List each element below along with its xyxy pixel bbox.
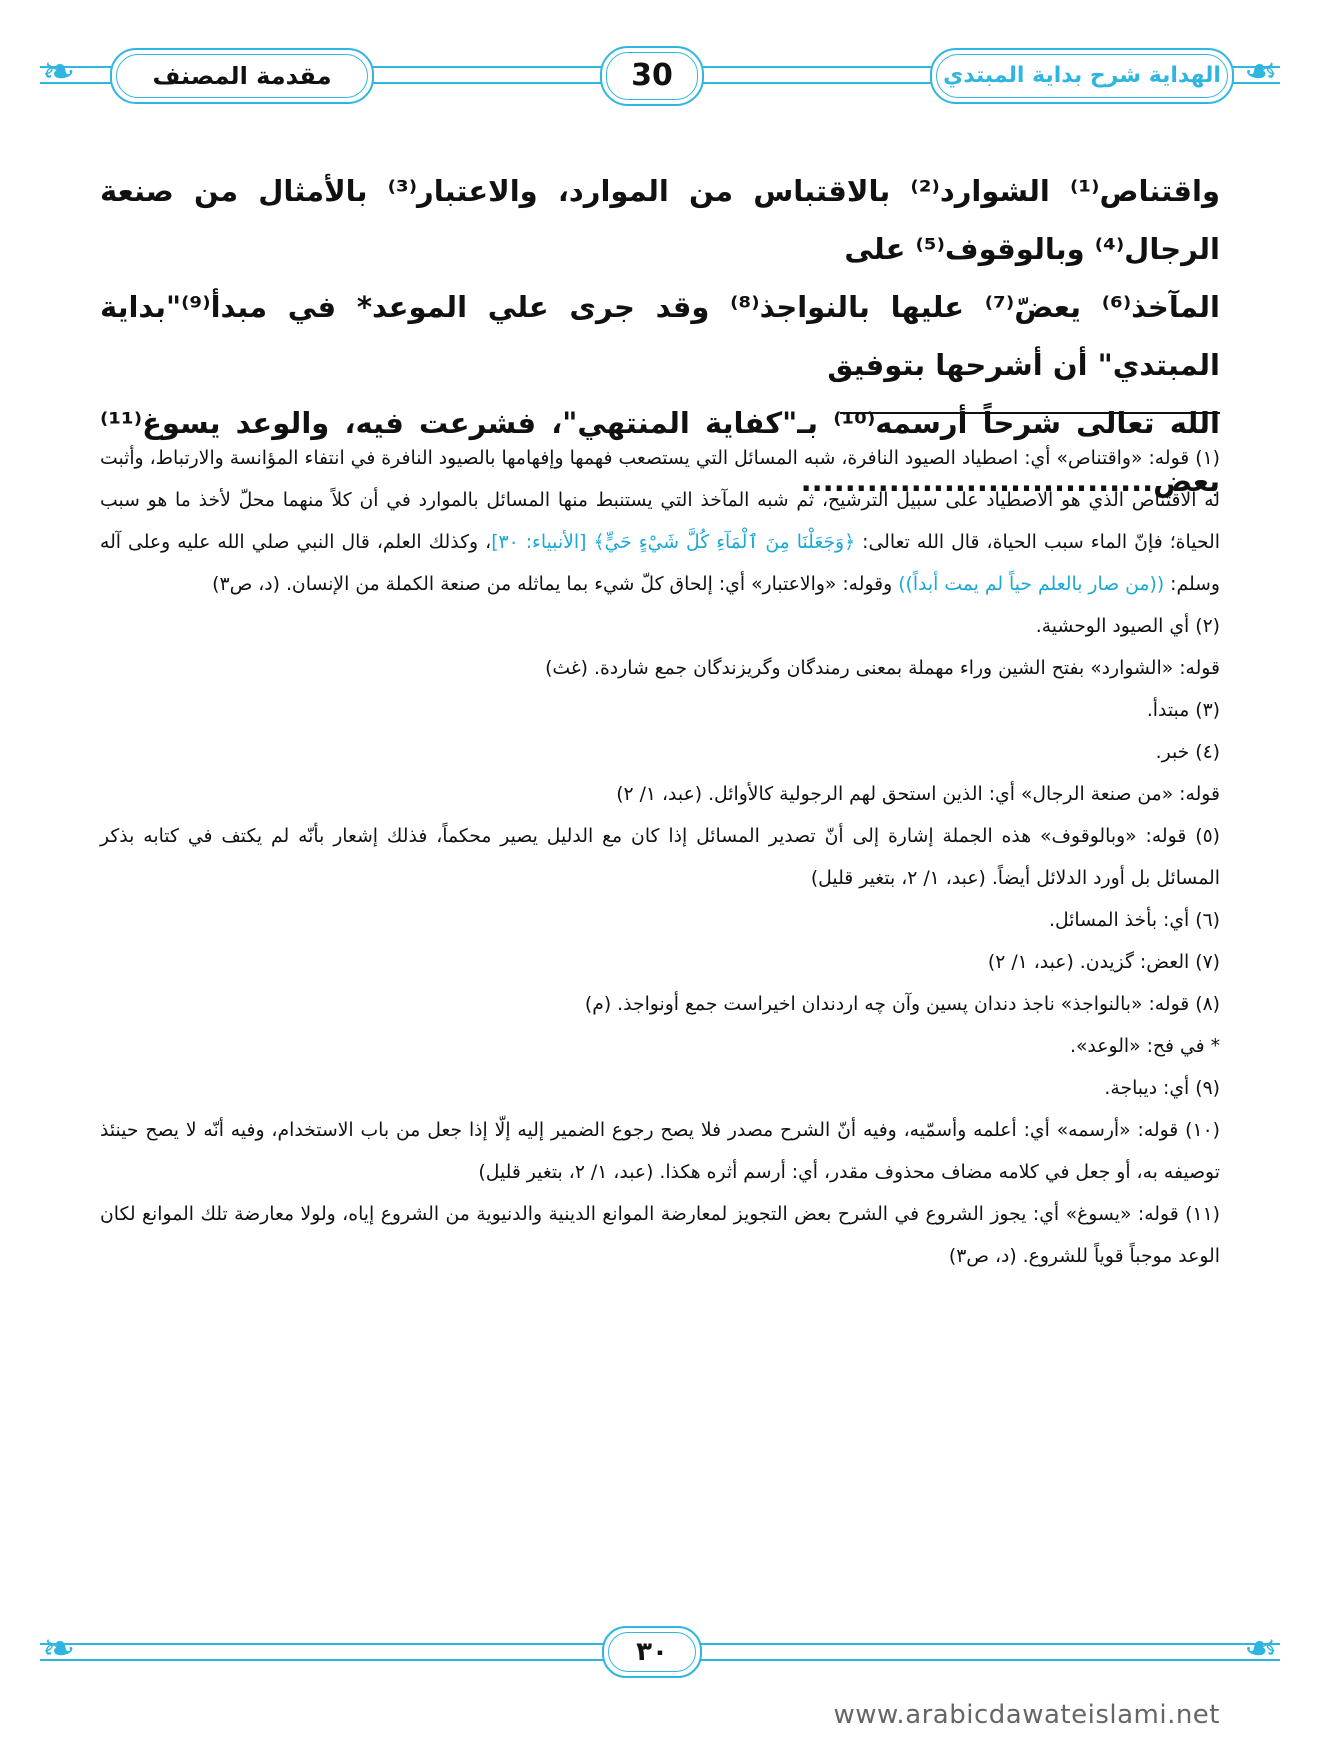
footer-page-number-cartouche: [602, 1626, 702, 1678]
main-text-line: واقتناص⁽¹⁾ الشوارد⁽²⁾ بالاقتباس من الموارد، والاعتبار⁽³⁾ بالأمثال من صنعة الرجال⁽⁴⁾ وبالوقوف⁽⁵⁾ على: [100, 174, 1220, 266]
book-title-cartouche: [930, 48, 1234, 104]
main-text-line: المآخذ⁽⁶⁾ يعضّ⁽⁷⁾ عليها بالنواجذ⁽⁸⁾ وقد جرى علي الموعد* في مبدأ⁽⁹⁾"بداية المبتدي" أن أشرحها بتوفيق: [100, 290, 1220, 382]
footnote-shawarid: قوله: «الشوارد» بفتح الشين وراء مهملة بمعنى رمندگان وگريزندگان جمع شاردة. (غث): [545, 658, 1220, 679]
footnote-8: (٨) قوله: «بالنواجذ» ناجذ دندان پسين وآن چه اردندان اخيراست جمع أونواجذ. (م): [584, 994, 1220, 1015]
header-ornament-left: ❧: [42, 49, 76, 95]
footnote-6: (٦) أي: بأخذ المسائل.: [1048, 910, 1220, 931]
footnotes: [100, 438, 1220, 1278]
footer-ornament-right: ❧: [1244, 1626, 1278, 1672]
footnote-11: (١١) قوله: «يسوغ» أي: يجوز الشروع في الشرح بعض التجويز لمعارضة الموانع الدينية والدنيوية من الشروع إياه، ولولا معارضة تلك الموانع لكان الوعد موجباً قوياً للشروع. (د، ص٣): [100, 1204, 1220, 1267]
footnote-2: (٢) أي الصيود الوحشية.: [1035, 616, 1220, 637]
chapter-title: مقدمة المصنف: [152, 62, 332, 90]
footnote-4: (٤) خبر.: [1155, 742, 1220, 763]
footnote-separator: [840, 412, 1220, 414]
website-url: www.arabicdawateislami.net: [833, 1700, 1220, 1730]
footnote-1-text-cont: ، وكذلك العلم، قال النبي صلي الله عليه وعلى آله وسلم:: [100, 532, 1220, 595]
hadith-quote: ((من صار بالعلم حياً لم يمت أبداً)): [898, 574, 1165, 595]
footnote-3: (٣) مبتدأ.: [1146, 700, 1220, 721]
header-ornament-right: ❧: [1244, 49, 1278, 95]
page-number-cartouche: [600, 46, 704, 106]
footnote-rijal: قوله: «من صنعة الرجال» أي: الذين استحق لهم الرجولية كالأوائل. (عبد، ١/ ٢): [616, 784, 1220, 805]
main-text-line: الله تعالى شرحاً أرسمه⁽¹⁰⁾ بـ"كفاية المنتهي"، فشرعت فيه، والوعد يسوغ⁽¹¹⁾ بعض................................: [100, 406, 1220, 498]
book-title: الهداية شرح بداية المبتدي: [943, 63, 1221, 88]
footnote-5: (٥) قوله: «وبالوقوف» هذه الجملة إشارة إلى أنّ تصدير المسائل إذا كان مع الدليل يصير محكماً، فذلك إشعار بأنّه لم يكتف في كتابه بذكر المسائل بل أورد الدلائل أيضاً. (عبد، ١/ ٢، بتغير قليل): [100, 826, 1220, 889]
footer-page-number: ٣٠: [636, 1637, 668, 1667]
footnote-7: (٧) العض: گزيدن. (عبد، ١/ ٢): [987, 952, 1220, 973]
footnote-1-text-end: وقوله: «والاعتبار» أي: إلحاق كلّ شيء بما يماثله من صنعة الكملة من الإنسان. (د، ص٣): [212, 574, 893, 595]
page-number: 30: [631, 58, 673, 93]
footnote-9: (٩) أي: ديباجة.: [1104, 1078, 1220, 1099]
footnote-10: (١٠) قوله: «أرسمه» أي: أعلمه وأسمّيه، وفيه أنّ الشرح مصدر فلا يصح رجوع الضمير إليه إلّا إذا جعل من باب الاستخدام، وفيه أنّه لا يصح حينئذ توصيفه به، أو جعل في كلامه مضاف محذوف مقدر، أي: أرسم أثره هكذا. (عبد، ١/ ٢، بتغير قليل): [100, 1120, 1220, 1183]
chapter-title-cartouche: [110, 48, 374, 104]
footnote-star: * في فح: «الوعد».: [1069, 1036, 1220, 1057]
footnote-1-text: (١) قوله: «واقتناص» أي: اصطياد الصيود النافرة، شبه المسائل التي يستصعب فهمها وإفهامها بالصيود النافرة في انتفاء المؤانسة والارتباط، وأثبت له الاقتناص الذي هو الاصطياد على سبيل الترشيح، ثم شبه المآخذ التي يستنبط منها المسائل بالموارد في أن كلاً منهما محلّ لأخذ ما هو سبب الحياة؛ فإنّ الماء سبب الحياة، قال الله تعالى:: [100, 448, 1220, 553]
quran-verse: ﴿وَجَعَلْنَا مِنَ ٱلْمَآءِ كُلَّ شَيْءٍ حَيٍّ﴾ [الأنبياء: ٣٠]: [491, 532, 856, 553]
footer-ornament-left: ❧: [42, 1626, 76, 1672]
footnote-1: [100, 438, 1220, 606]
